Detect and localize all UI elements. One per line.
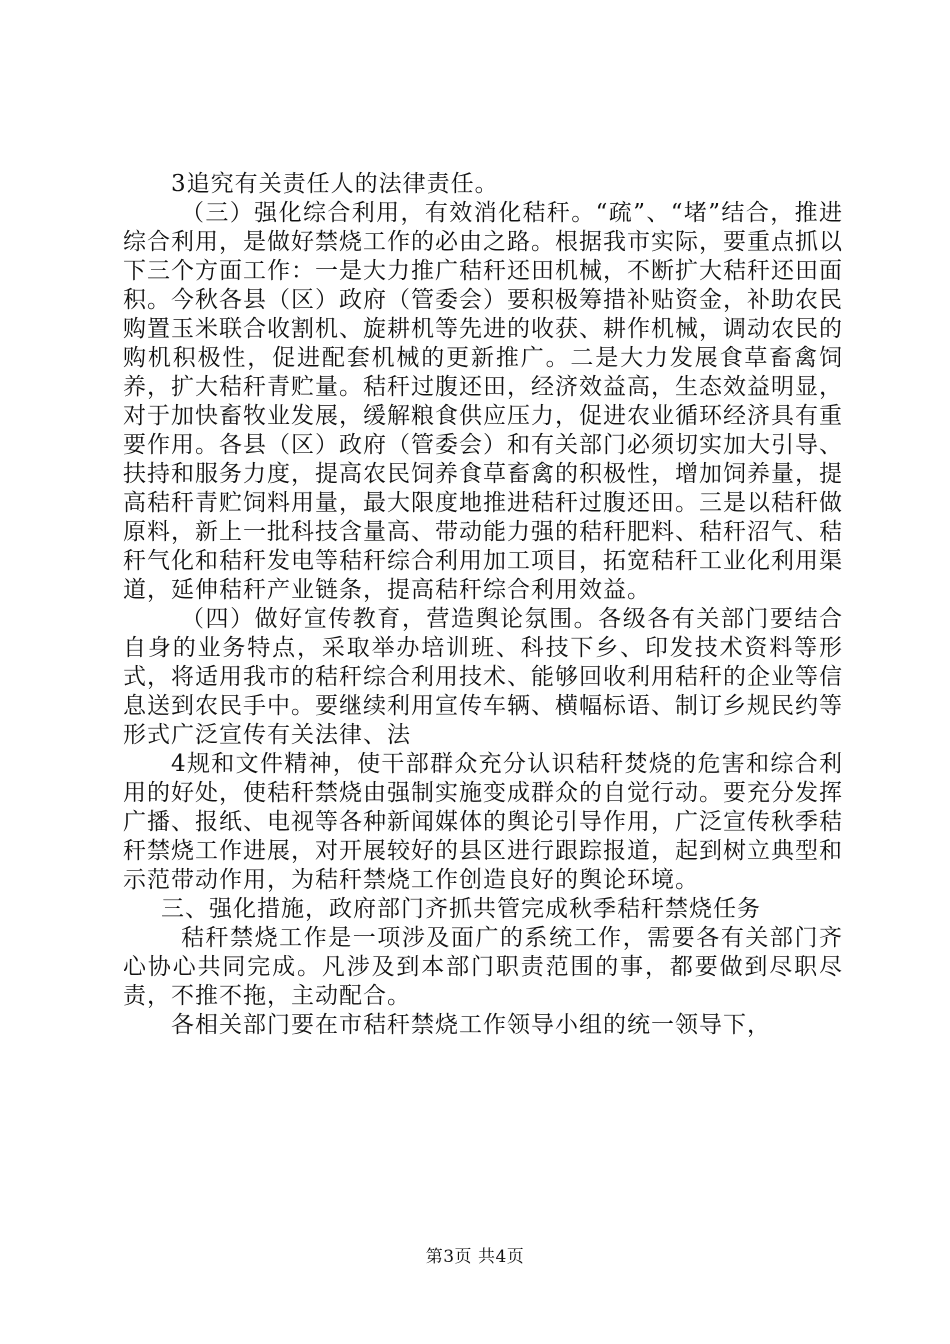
paragraph-departments: 各相关部门要在市秸秆禁烧工作领导小组的统一领导下， bbox=[171, 1012, 771, 1038]
paragraph-liability: 3追究有关责任人的法律责任。 bbox=[171, 171, 499, 197]
document-body bbox=[123, 170, 843, 1040]
paragraph-regulations-spirit: 4规和文件精神，使干部群众充分认识秸秆焚烧的危害和综合利用的好处，使秸秆禁烧由强制实施变成群众的自觉行动。要充分发挥广播、报纸、电视等各种新闻媒体的舆论引导作用，广泛宣传秋季秸秆禁烧工作进展，对开展较好的县区进行跟踪报道，起到树立典型和示范带动作用，为秸秆禁烧工作创造良好的舆论环境。 bbox=[123, 751, 843, 893]
section-heading-three: 三、强化措施，政府部门齐抓共管完成秋季秸秆禁烧任务 bbox=[161, 896, 761, 922]
paragraph-publicity-education: （四）做好宣传教育，营造舆论氛围。各级各有关部门要结合自身的业务特点，采取举办培训班、科技下乡、印发技术资料等形式，将适用我市的秸秆综合利用技术、能够回收利用秸秆的企业等信息送到农民手中。要继续利用宣传车辆、横幅标语、制订乡规民约等形式广泛宣传有关法律、法 bbox=[123, 606, 843, 748]
paragraph-comprehensive-utilization: （三）强化综合利用，有效消化秸秆。“疏”、“堵”结合，推进综合利用，是做好禁烧工作的必由之路。根据我市实际，要重点抓以下三个方面工作：一是大力推广秸秆还田机械，不断扩大秸秆还田面积。今秋各县（区）政府（管委会）要积极筹措补贴资金，补助农民购置玉米联合收割机、旋耕机等先进的收获、耕作机械，调动农民的购机积极性，促进配套机械的更新推广。二是大力发展食草畜禽饲养，扩大秸秆青贮量。秸秆过腹还田，经济效益高，生态效益明显，对于加快畜牧业发展，缓解粮食供应压力，促进农业循环经济具有重要作用。各县（区）政府（管委会）和有关部门必须切实加大引导、扶持和服务力度，提高农民饲养食草畜禽的积极性，增加饲养量，提高秸秆青贮饲料用量，最大限度地推进秸秆过腹还田。三是以秸秆做原料，新上一批科技含量高、带动能力强的秸秆肥料、秸秆沼气、秸秆气化和秸秆发电等秸秆综合利用加工项目，拓宽秸秆工业化利用渠道，延伸秸秆产业链条，提高秸秆综合利用效益。 bbox=[123, 200, 843, 603]
page-number-footer: 第3页 共4页 bbox=[425, 1247, 525, 1267]
paragraph-system-work: 秸秆禁烧工作是一项涉及面广的系统工作，需要各有关部门齐心协心共同完成。凡涉及到本部门职责范围的事，都要做到尽职尽责，不推不拖，主动配合。 bbox=[123, 925, 843, 1009]
